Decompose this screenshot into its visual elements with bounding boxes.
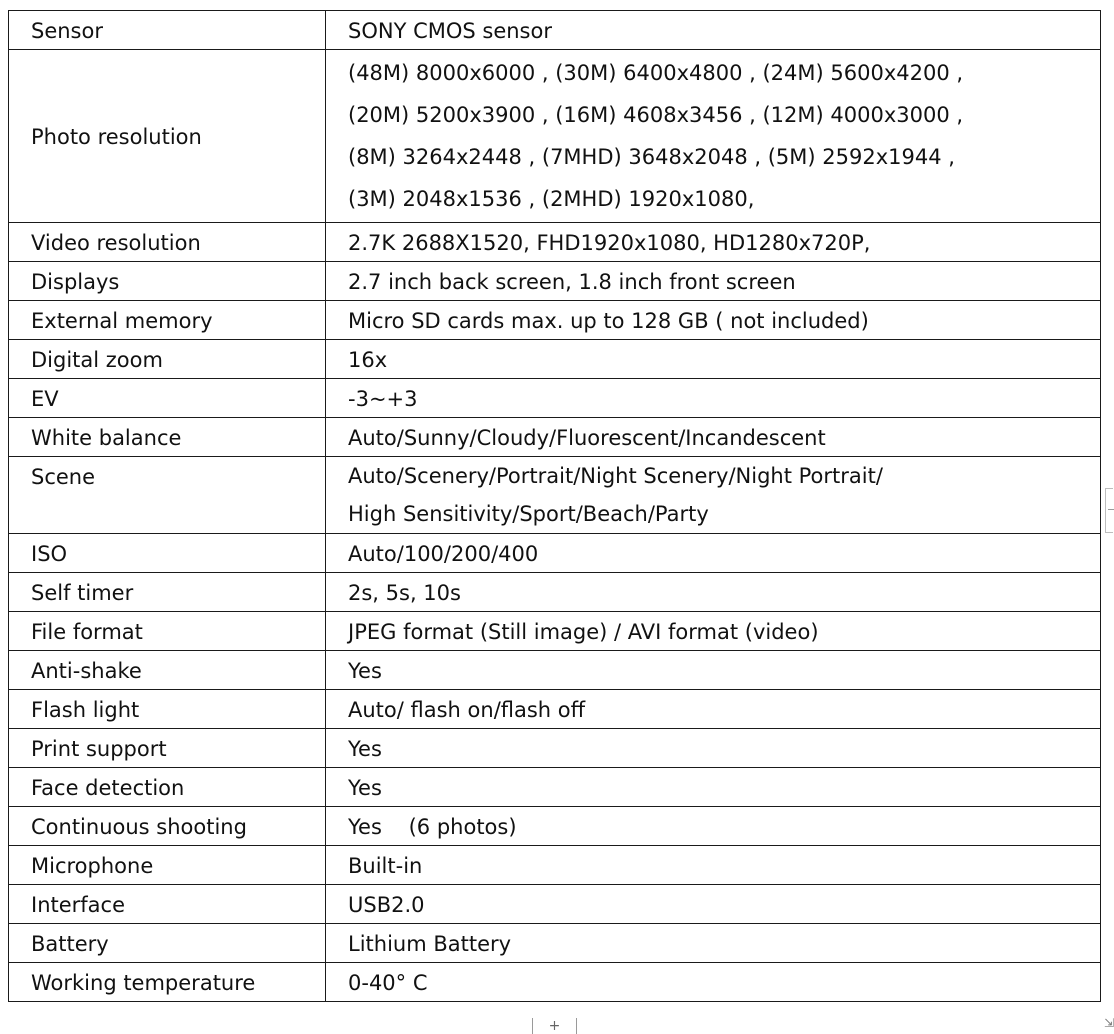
table-row: [9, 340, 1101, 379]
table-row: [9, 690, 1101, 729]
value-line: 16x: [348, 348, 388, 372]
value-line: USB2.0: [348, 893, 425, 917]
table-row: [9, 573, 1101, 612]
value-line: -3~+3: [348, 387, 418, 411]
row-value: [326, 457, 1101, 534]
table-row: [9, 534, 1101, 573]
value-line: Yes (6 photos): [348, 815, 517, 839]
value-line: Yes: [348, 659, 382, 683]
row-value: [326, 924, 1101, 963]
value-line: Lithium Battery: [348, 932, 512, 956]
row-label: Working temperature: [9, 963, 326, 1002]
row-value: [326, 573, 1101, 612]
row-label: Displays: [9, 262, 326, 301]
row-label: Digital zoom: [9, 340, 326, 379]
value-line: (8M) 3264x2448 , (7MHD) 3648x2048 , (5M) 2592x1944 ,: [348, 145, 955, 169]
row-value: [326, 690, 1101, 729]
table-row: [9, 768, 1101, 807]
row-label: Print support: [9, 729, 326, 768]
row-value: [326, 885, 1101, 924]
row-value: [326, 379, 1101, 418]
value-line: 2.7K 2688X1520, FHD1920x1080, HD1280x720P,: [348, 231, 871, 255]
row-label: White balance: [9, 418, 326, 457]
row-label: Battery: [9, 924, 326, 963]
value-line: Auto/ flash on/flash off: [348, 698, 586, 722]
row-value: [326, 768, 1101, 807]
row-value: [326, 11, 1101, 50]
row-label: Continuous shooting: [9, 807, 326, 846]
value-line: 0-40° C: [348, 971, 428, 995]
value-line: Auto/100/200/400: [348, 542, 539, 566]
row-label: Photo resolution: [9, 50, 326, 223]
row-label: Anti-shake: [9, 651, 326, 690]
value-line: 2.7 inch back screen, 1.8 inch front screen: [348, 270, 796, 294]
value-line: Built-in: [348, 854, 423, 878]
value-line: High Sensitivity/Sport/Beach/Party: [348, 502, 709, 526]
row-value: [326, 807, 1101, 846]
value-line: (3M) 2048x1536 , (2MHD) 1920x1080,: [348, 187, 755, 211]
value-line: 2s, 5s, 10s: [348, 581, 461, 605]
value-line: Yes: [348, 776, 382, 800]
table-row: [9, 379, 1101, 418]
value-line: Auto/Scenery/Portrait/Night Scenery/Night Portrait/: [348, 464, 883, 488]
row-label: Microphone: [9, 846, 326, 885]
table-row: [9, 223, 1101, 262]
value-line: Yes: [348, 737, 382, 761]
row-value: [326, 651, 1101, 690]
table-row: [9, 11, 1101, 50]
row-label: Face detection: [9, 768, 326, 807]
row-label: External memory: [9, 301, 326, 340]
table-row-resize-handle[interactable]: [1105, 488, 1113, 533]
spec-table: [8, 10, 1101, 1002]
row-value: [326, 301, 1101, 340]
table-row: [9, 651, 1101, 690]
value-line: Auto/Sunny/Cloudy/Fluorescent/Incandescent: [348, 426, 826, 450]
add-row-button[interactable]: +: [532, 1018, 577, 1034]
value-line: JPEG format (Still image) / AVI format (video): [348, 620, 819, 644]
row-label: ISO: [9, 534, 326, 573]
table-resize-icon[interactable]: ⇲: [1104, 1016, 1114, 1030]
row-value: [326, 729, 1101, 768]
table-row: [9, 612, 1101, 651]
row-value: [326, 534, 1101, 573]
row-label: Interface: [9, 885, 326, 924]
row-label: EV: [9, 379, 326, 418]
row-value: [326, 340, 1101, 379]
value-line: (20M) 5200x3900 , (16M) 4608x3456 , (12M) 4000x3000 ,: [348, 103, 964, 127]
table-row: [9, 457, 1101, 534]
table-row: [9, 262, 1101, 301]
table-row: [9, 301, 1101, 340]
value-line: (48M) 8000x6000 , (30M) 6400x4800 , (24M) 5600x4200 ,: [348, 61, 964, 85]
row-label: File format: [9, 612, 326, 651]
row-value: [326, 262, 1101, 301]
table-row: [9, 885, 1101, 924]
row-label: Flash light: [9, 690, 326, 729]
table-row: [9, 418, 1101, 457]
row-label: Self timer: [9, 573, 326, 612]
row-value: [326, 963, 1101, 1002]
table-row: [9, 729, 1101, 768]
table-row: [9, 50, 1101, 223]
value-line: SONY CMOS sensor: [348, 19, 552, 43]
row-value: [326, 846, 1101, 885]
row-value: [326, 223, 1101, 262]
row-label: Scene: [9, 457, 326, 534]
table-row: [9, 846, 1101, 885]
table-row: [9, 924, 1101, 963]
row-value: [326, 612, 1101, 651]
row-label: Sensor: [9, 11, 326, 50]
row-label: Video resolution: [9, 223, 326, 262]
table-row: [9, 963, 1101, 1002]
table-row: [9, 807, 1101, 846]
row-value: [326, 50, 1101, 223]
row-value: [326, 418, 1101, 457]
value-line: Micro SD cards max. up to 128 GB ( not included): [348, 309, 869, 333]
